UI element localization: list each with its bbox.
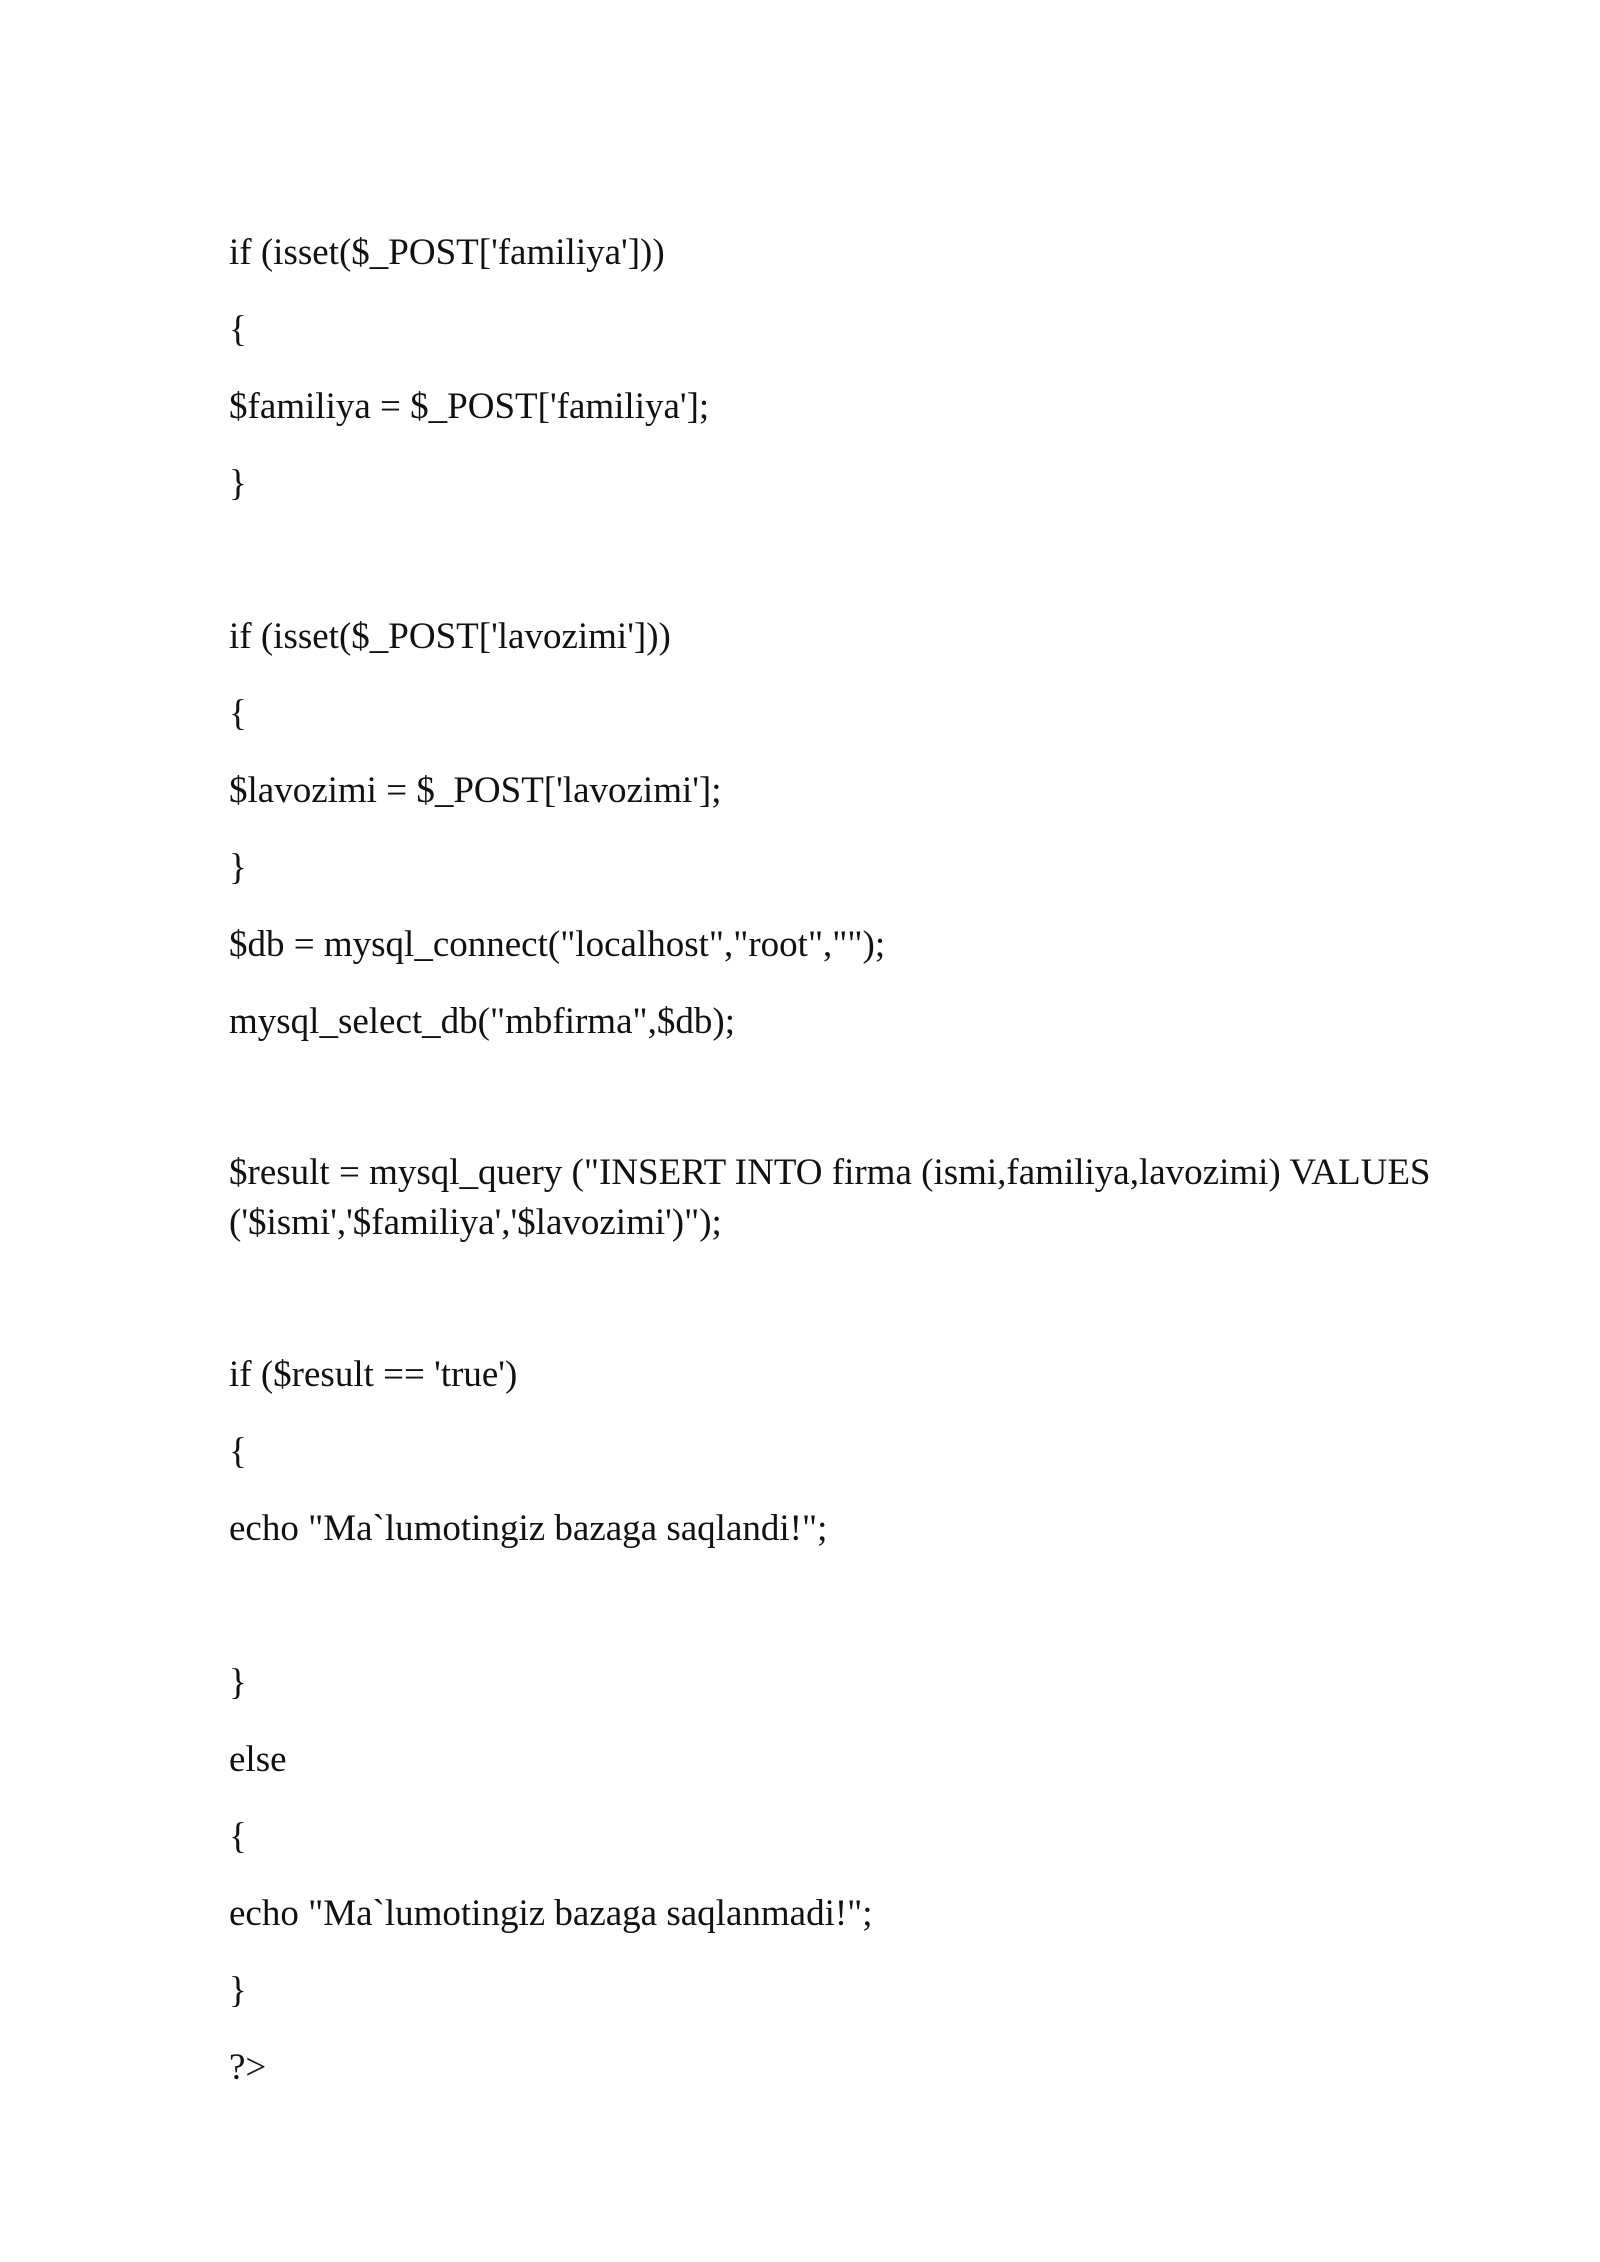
code-line: { (229, 1431, 247, 1472)
code-line: ('$ismi','$familiya','$lavozimi')"); (229, 1202, 722, 1243)
code-line: echo "Ma`lumotingiz bazaga saqlandi!"; (229, 1508, 828, 1549)
code-line: $familiya = $_POST['familiya']; (229, 386, 710, 427)
code-line: if ($result == 'true') (229, 1354, 518, 1395)
code-line: } (229, 847, 247, 888)
code-line: } (229, 1662, 247, 1703)
code-line: { (229, 693, 247, 734)
code-line: if (isset($_POST['lavozimi'])) (229, 616, 671, 657)
code-line: { (229, 309, 247, 350)
code-line: $result = mysql_query ("INSERT INTO firma (ismi,familiya,lavozimi) VALUES (229, 1152, 1431, 1193)
code-line: mysql_select_db("mbfirma",$db); (229, 1001, 735, 1042)
code-line: } (229, 1970, 247, 2011)
code-line: ?> (229, 2047, 267, 2088)
code-line: echo "Ma`lumotingiz bazaga saqlanmadi!"; (229, 1893, 873, 1934)
code-line: $db = mysql_connect("localhost","root",""); (229, 924, 886, 965)
code-line: } (229, 463, 247, 504)
code-line: if (isset($_POST['familiya'])) (229, 232, 665, 273)
code-line: else (229, 1739, 287, 1780)
code-line: { (229, 1816, 247, 1857)
code-line: $lavozimi = $_POST['lavozimi']; (229, 770, 722, 811)
